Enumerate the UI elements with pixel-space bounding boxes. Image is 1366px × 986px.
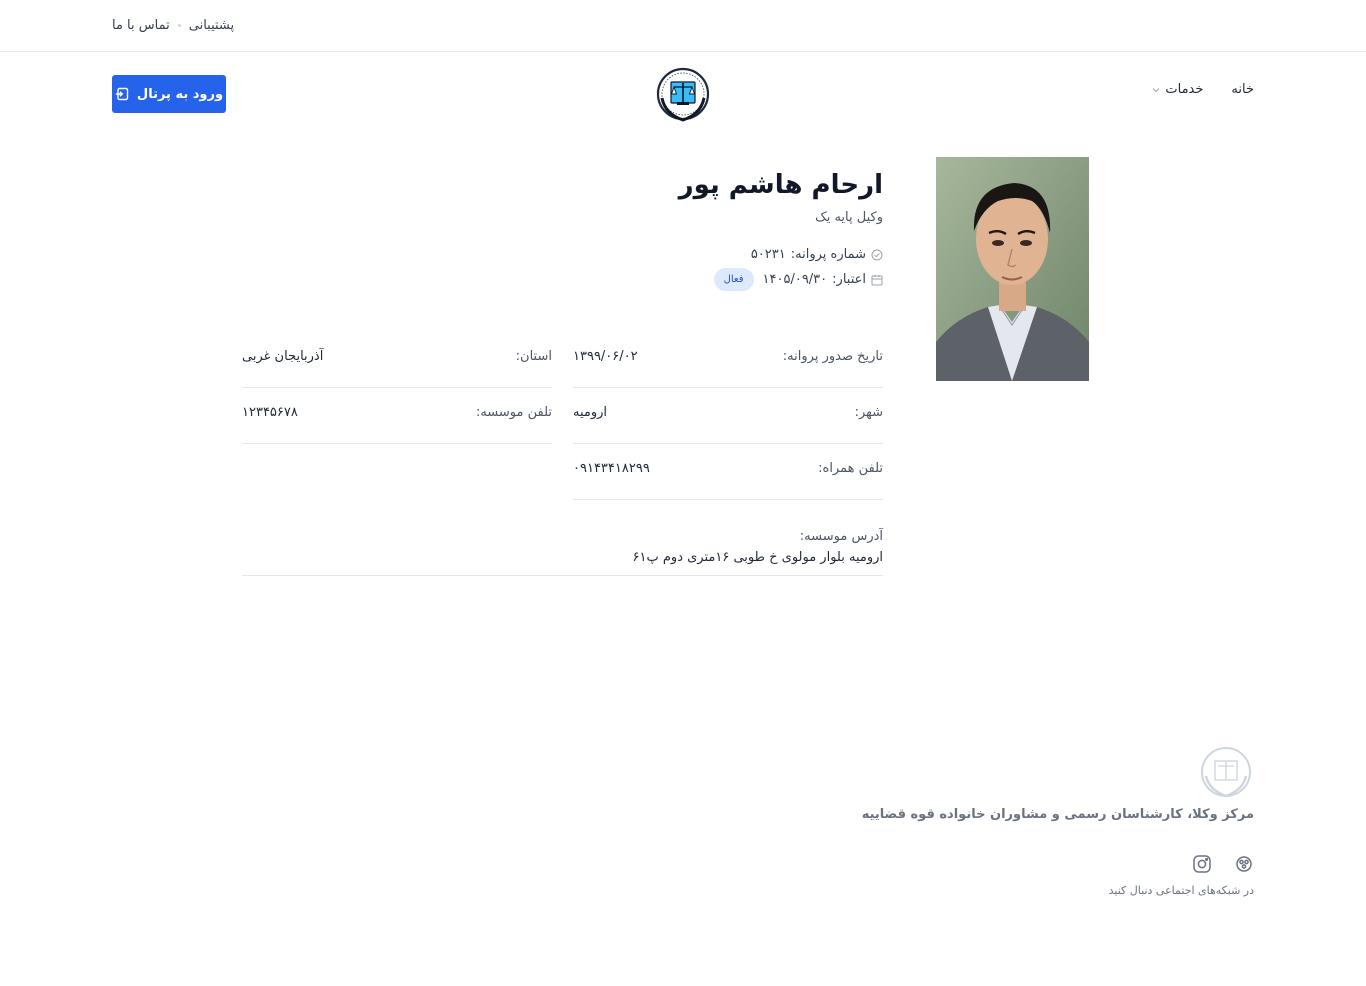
nav-home-label: خانه	[1231, 82, 1254, 97]
top-bar	[0, 0, 1366, 52]
portal-login-label: ورود به پرتال	[136, 86, 224, 102]
office-phone-label: تلفن موسسه:	[475, 405, 552, 420]
separator-dot	[178, 24, 181, 27]
address-label: آدرس موسسه:	[799, 529, 883, 544]
nav-menu	[1152, 82, 1254, 97]
license-number: ۵۰۲۳۱	[750, 247, 786, 262]
office-phone-value[interactable]: ۱۲۳۴۵۶۷۸	[242, 405, 298, 420]
province-field	[242, 332, 552, 388]
address-field	[242, 519, 883, 576]
province-value: آذربایجان غربی	[242, 349, 324, 364]
social-links	[1192, 854, 1254, 874]
lawyer-title: وکیل پایه یک	[815, 210, 883, 225]
validity-row	[679, 268, 883, 291]
validity-label: اعتبار:	[832, 272, 866, 287]
profile-header	[679, 168, 883, 291]
city-value: ارومیه	[573, 405, 608, 420]
portal-login-button[interactable]	[112, 75, 226, 113]
address-value: ارومیه بلوار مولوی خ طوبی ۱۶متری دوم پ۶۱	[632, 550, 883, 565]
license-label: شماره پروانه:	[790, 247, 866, 262]
lawyer-name: ارحام هاشم پور	[678, 170, 883, 200]
instagram-icon[interactable]	[1192, 854, 1212, 874]
city-field	[573, 388, 883, 444]
follow-text: در شبکه‌های اجتماعی دنبال کنید	[1108, 884, 1254, 897]
calendar-icon	[871, 274, 883, 286]
footer-logo	[1198, 744, 1254, 800]
license-row	[679, 247, 883, 262]
office-phone-field	[242, 388, 552, 444]
nav-home[interactable]	[1231, 82, 1254, 97]
judiciary-logo[interactable]	[653, 64, 713, 124]
nav-services[interactable]	[1152, 82, 1203, 97]
top-links	[112, 15, 234, 35]
support-link[interactable]: پشتیبانی	[188, 17, 235, 33]
validity-date: ۱۴۰۵/۰۹/۳۰	[762, 272, 828, 287]
contact-link[interactable]: تماس با ما	[112, 17, 170, 33]
issue-date-value: ۱۳۹۹/۰۶/۰۲	[573, 349, 638, 364]
province-label: استان:	[515, 349, 552, 364]
bale-icon[interactable]	[1234, 854, 1254, 874]
main-navbar	[0, 52, 1366, 136]
city-label: شهر:	[854, 405, 883, 420]
chevron-down-icon	[1152, 86, 1160, 94]
check-circle-icon	[871, 249, 883, 261]
issue-date-field	[573, 332, 883, 388]
login-icon	[115, 87, 129, 101]
mobile-field	[573, 444, 883, 500]
lawyer-photo	[936, 157, 1089, 381]
footer-title: مرکز وکلا، کارشناسان رسمی و مشاوران خانواده قوه قضاییه	[861, 807, 1254, 822]
nav-services-label: خدمات	[1165, 82, 1204, 97]
status-badge: فعال	[714, 268, 754, 291]
mobile-label: تلفن همراه:	[818, 461, 883, 476]
issue-date-label: تاریخ صدور پروانه:	[782, 349, 883, 364]
mobile-value[interactable]: ۰۹۱۴۳۴۱۸۲۹۹	[573, 461, 650, 476]
